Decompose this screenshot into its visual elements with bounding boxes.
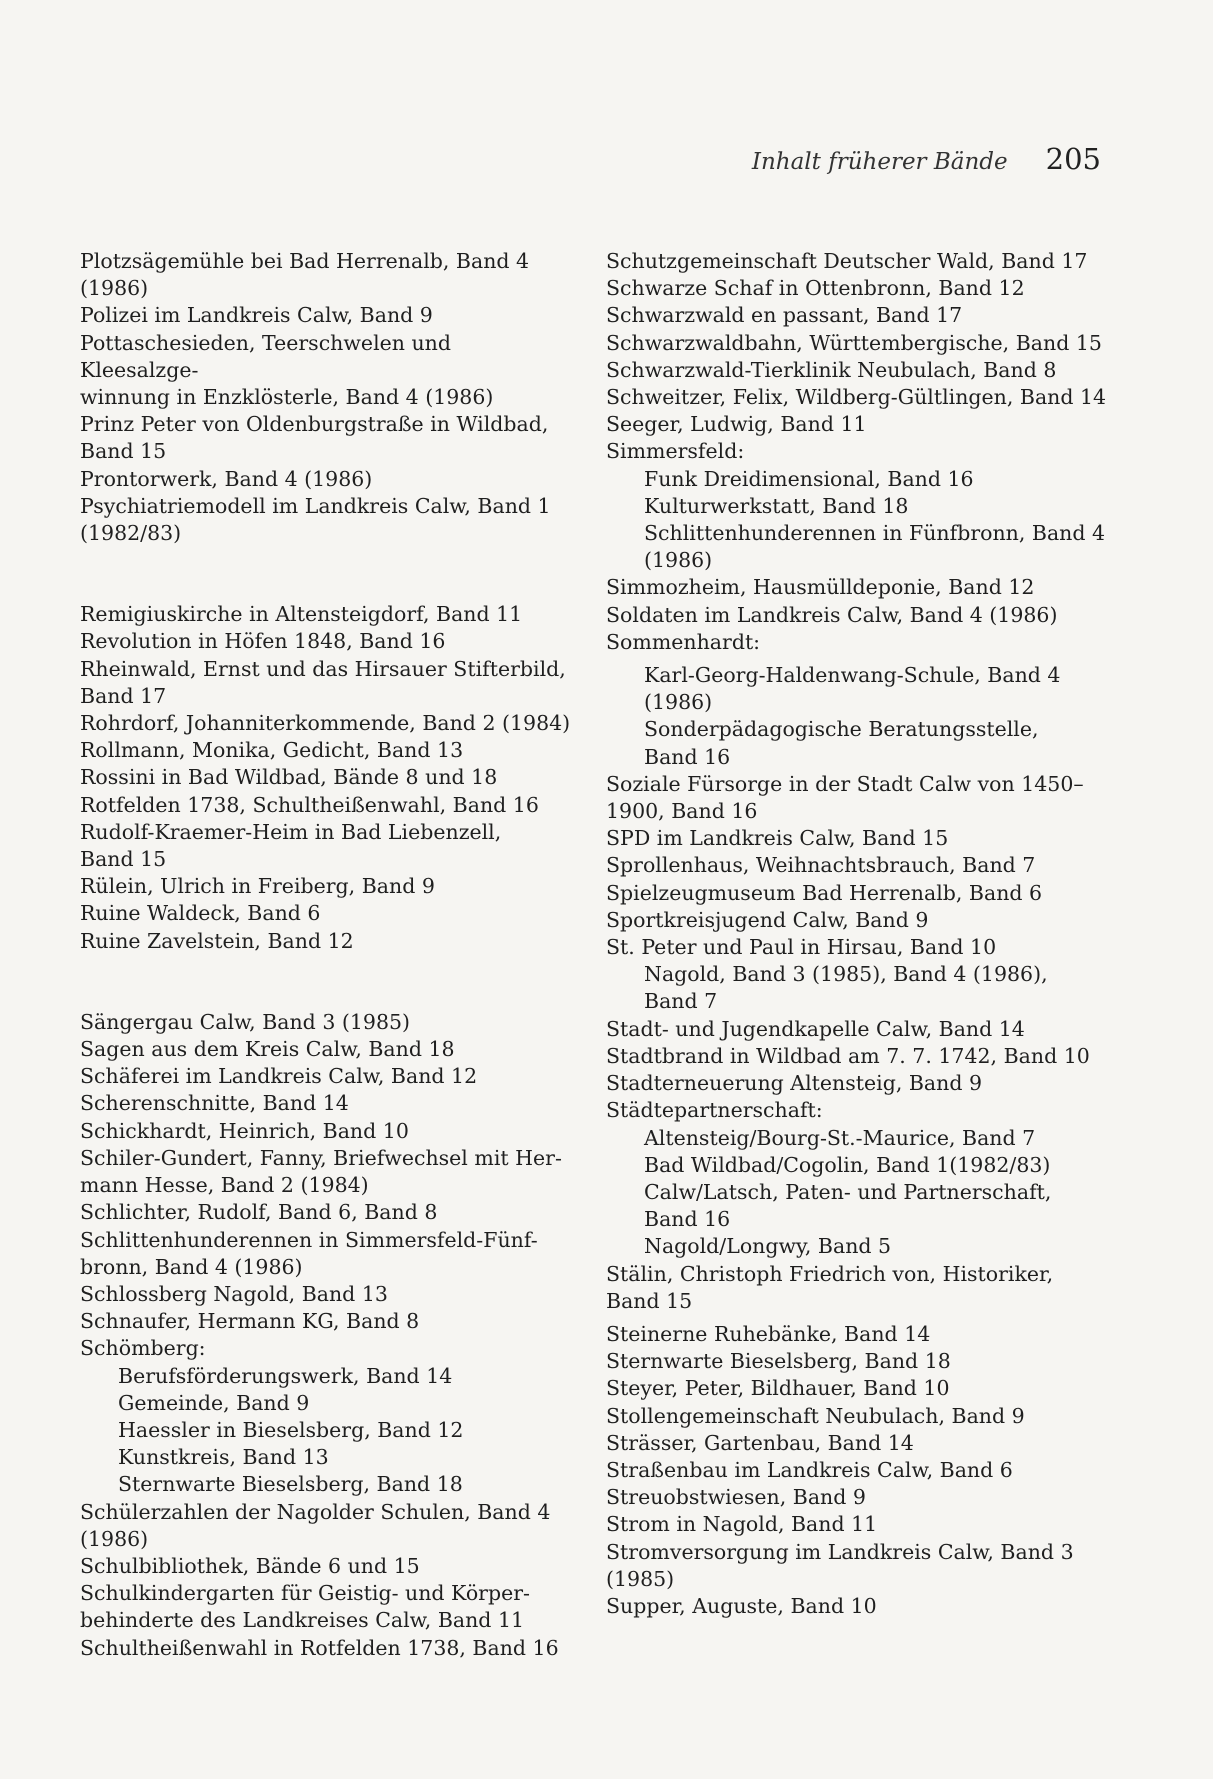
index-entry: behinderte des Landkreises Calw, Band 11 [80, 1608, 525, 1633]
index-entry: Schwarzwald en passant, Band 17 [606, 303, 963, 328]
index-entry: Strom in Nagold, Band 11 [606, 1512, 878, 1537]
index-entry: Rudolf-Kraemer-Heim in Bad Liebenzell, [80, 819, 502, 844]
index-entry: Band 17 [80, 683, 167, 708]
index-entry: Remigiuskirche in Altensteigdorf, Band 11 [80, 602, 523, 627]
index-entry: Streuobstwiesen, Band 9 [606, 1485, 866, 1510]
index-column-left [80, 248, 575, 1662]
index-entry: Schwarzwald-Tierklinik Neubulach, Band 8 [606, 357, 1057, 382]
index-entry: Schutzgemeinschaft Deutscher Wald, Band 17 [606, 249, 1088, 273]
index-entry: Rossini in Bad Wildbad, Bände 8 und 18 [80, 765, 498, 790]
index-entry: Seeger, Ludwig, Band 11 [606, 412, 867, 437]
index-entry: Stälin, Christoph Friedrich von, Historiker, [606, 1261, 1054, 1286]
index-entry: Schickhardt, Heinrich, Band 10 [80, 1118, 409, 1143]
index-entry: Sprollenhaus, Weihnachtsbrauch, Band 7 [606, 853, 1036, 878]
index-subentry: Band 16 [644, 1207, 731, 1232]
index-entry: Stadtbrand in Wildbad am 7. 7. 1742, Band 10 [606, 1043, 1090, 1068]
index-entry: SPD im Landkreis Calw, Band 15 [606, 826, 949, 851]
index-entry: Rheinwald, Ernst und das Hirsauer Stifterbild, [80, 656, 566, 681]
index-entry: (1986) [80, 1526, 149, 1551]
index-subentry: Altensteig/Bourg-St.-Maurice, Band 7 [644, 1125, 1036, 1150]
index-entry: Sportkreisjugend Calw, Band 9 [606, 907, 929, 932]
index-entry: Rülein, Ulrich in Freiberg, Band 9 [80, 874, 435, 899]
index-entry: Straßenbau im Landkreis Calw, Band 6 [606, 1457, 1013, 1482]
running-title: Inhalt früherer Bände [751, 149, 1008, 175]
index-entry: Rollmann, Monika, Gedicht, Band 13 [80, 738, 464, 763]
index-subentry: Band 7 [644, 989, 718, 1014]
index-entry: Schulkindergarten für Geistig- und Körper- [80, 1581, 530, 1606]
index-entry: Ruine Zavelstein, Band 12 [80, 928, 354, 953]
index-subentry: Sonderpädagogische Beratungsstelle, [644, 717, 1039, 742]
index-entry: Scherenschnitte, Band 14 [80, 1091, 349, 1116]
index-entry: Prinz Peter von Oldenburgstraße in Wildbad, [80, 412, 549, 437]
index-subentry: Bad Wildbad/Cogolin, Band 1(1982/83) [644, 1152, 1051, 1177]
index-subentry: Nagold, Band 3 (1985), Band 4 (1986), [644, 962, 1048, 987]
index-entry: Städtepartnerschaft: [606, 1098, 823, 1123]
index-entry: Supper, Auguste, Band 10 [606, 1593, 877, 1618]
index-entry: Simmersfeld: [606, 439, 745, 464]
index-entry: (1986) [80, 276, 149, 301]
index-subentry: Nagold/Longwy, Band 5 [644, 1234, 892, 1259]
index-entry: Sängergau Calw, Band 3 (1985) [80, 1009, 411, 1034]
running-head [752, 142, 1101, 176]
index-entry: Schiler-Gundert, Fanny, Briefwechsel mit Her- [80, 1145, 562, 1170]
index-entry: Stadterneuerung Altensteig, Band 9 [606, 1071, 983, 1096]
index-entry: mann Hesse, Band 2 (1984) [80, 1173, 369, 1198]
index-entry: Band 15 [606, 1288, 693, 1313]
index-column-right [606, 248, 1118, 1620]
index-entry: Steinerne Ruhebänke, Band 14 [606, 1321, 931, 1346]
index-entry: Soziale Fürsorge in der Stadt Calw von 1450– [606, 771, 1084, 796]
index-entry: bronn, Band 4 (1986) [80, 1254, 303, 1279]
index-entry: Schömberg: [80, 1336, 206, 1361]
index-entry: Revolution in Höfen 1848, Band 16 [80, 629, 446, 654]
index-subentry: Schlittenhunderennen in Fünfbronn, Band 4 [644, 521, 1106, 546]
index-entry: Schülerzahlen der Nagolder Schulen, Band 4 [80, 1499, 551, 1524]
index-entry: Schwarze Schaf in Ottenbronn, Band 12 [606, 276, 1025, 301]
index-entry: Rohrdorf, Johanniterkommende, Band 2 (1984) [80, 711, 571, 736]
index-entry: Stadt- und Jugendkapelle Calw, Band 14 [606, 1016, 1025, 1041]
index-subentry: Karl-Georg-Haldenwang-Schule, Band 4 [644, 663, 1061, 688]
index-entry: Soldaten im Landkreis Calw, Band 4 (1986) [606, 602, 1058, 627]
index-entry: (1985) [606, 1566, 675, 1591]
index-entry: Schultheißenwahl in Rotfelden 1738, Band 16 [80, 1635, 559, 1660]
index-subentry: Haessler in Bieselsberg, Band 12 [118, 1417, 464, 1442]
index-entry: Schulbibliothek, Bände 6 und 15 [80, 1553, 420, 1578]
index-subentry: Calw/Latsch, Paten- und Partnerschaft, [644, 1179, 1052, 1204]
index-subentry: Berufsförderungswerk, Band 14 [118, 1363, 453, 1388]
index-subentry: (1986) [644, 690, 713, 715]
index-entry: Sagen aus dem Kreis Calw, Band 18 [80, 1037, 455, 1062]
index-subentry: Gemeinde, Band 9 [118, 1390, 310, 1415]
index-subentry: (1986) [644, 548, 713, 573]
index-subentry: Kunstkreis, Band 13 [118, 1445, 329, 1470]
section-gap [80, 955, 575, 1009]
index-entry: Ruine Waldeck, Band 6 [80, 901, 321, 926]
index-entry: Psychiatriemodell im Landkreis Calw, Band 1 [80, 493, 551, 518]
index-entry: winnung in Enzklösterle, Band 4 (1986) [80, 385, 494, 410]
index-entry: St. Peter und Paul in Hirsau, Band 10 [606, 935, 997, 960]
index-entry: 1900, Band 16 [606, 799, 758, 824]
index-entry: Band 15 [80, 847, 167, 872]
index-entry: Schwarzwaldbahn, Württembergische, Band 15 [606, 330, 1102, 355]
index-entry: (1982/83) [80, 521, 182, 546]
index-entry: Plotzsägemühle bei Bad Herrenalb, Band 4 [80, 249, 530, 273]
index-entry: Rotfelden 1738, Schultheißenwahl, Band 16 [80, 792, 539, 817]
index-entry: Pottaschesieden, Teerschwelen und Kleesalzge- [80, 330, 452, 382]
index-subentry: Band 16 [644, 744, 731, 769]
index-entry: Schäferei im Landkreis Calw, Band 12 [80, 1064, 478, 1089]
index-entry: Stromversorgung im Landkreis Calw, Band 3 [606, 1539, 1074, 1564]
index-entry: Prontorwerk, Band 4 (1986) [80, 466, 373, 491]
index-entry: Spielzeugmuseum Bad Herrenalb, Band 6 [606, 880, 1043, 905]
index-entry: Sternwarte Bieselsberg, Band 18 [606, 1349, 951, 1374]
index-entry: Schlossberg Nagold, Band 13 [80, 1281, 388, 1306]
index-subentry: Sternwarte Bieselsberg, Band 18 [118, 1472, 463, 1497]
section-gap [80, 547, 575, 601]
index-entry: Steyer, Peter, Bildhauer, Band 10 [606, 1376, 950, 1401]
index-entry: Sommenhardt: [606, 629, 761, 654]
page-number: 205 [1045, 142, 1101, 176]
index-subentry: Funk Dreidimensional, Band 16 [644, 466, 974, 491]
index-entry: Strässer, Gartenbau, Band 14 [606, 1430, 914, 1455]
index-entry: Schlittenhunderennen in Simmersfeld-Fünf- [80, 1227, 538, 1252]
index-entry: Schlichter, Rudolf, Band 6, Band 8 [80, 1200, 438, 1225]
index-entry: Polizei im Landkreis Calw, Band 9 [80, 303, 433, 328]
index-subentry: Kulturwerkstatt, Band 18 [644, 493, 909, 518]
index-entry: Schweitzer, Felix, Wildberg-Gültlingen, Band 14 [606, 385, 1107, 410]
index-entry: Schnaufer, Hermann KG, Band 8 [80, 1309, 420, 1334]
index-entry: Simmozheim, Hausmülldeponie, Band 12 [606, 575, 1035, 600]
index-entry: Band 15 [80, 439, 167, 464]
index-entry: Stollengemeinschaft Neubulach, Band 9 [606, 1403, 1025, 1428]
